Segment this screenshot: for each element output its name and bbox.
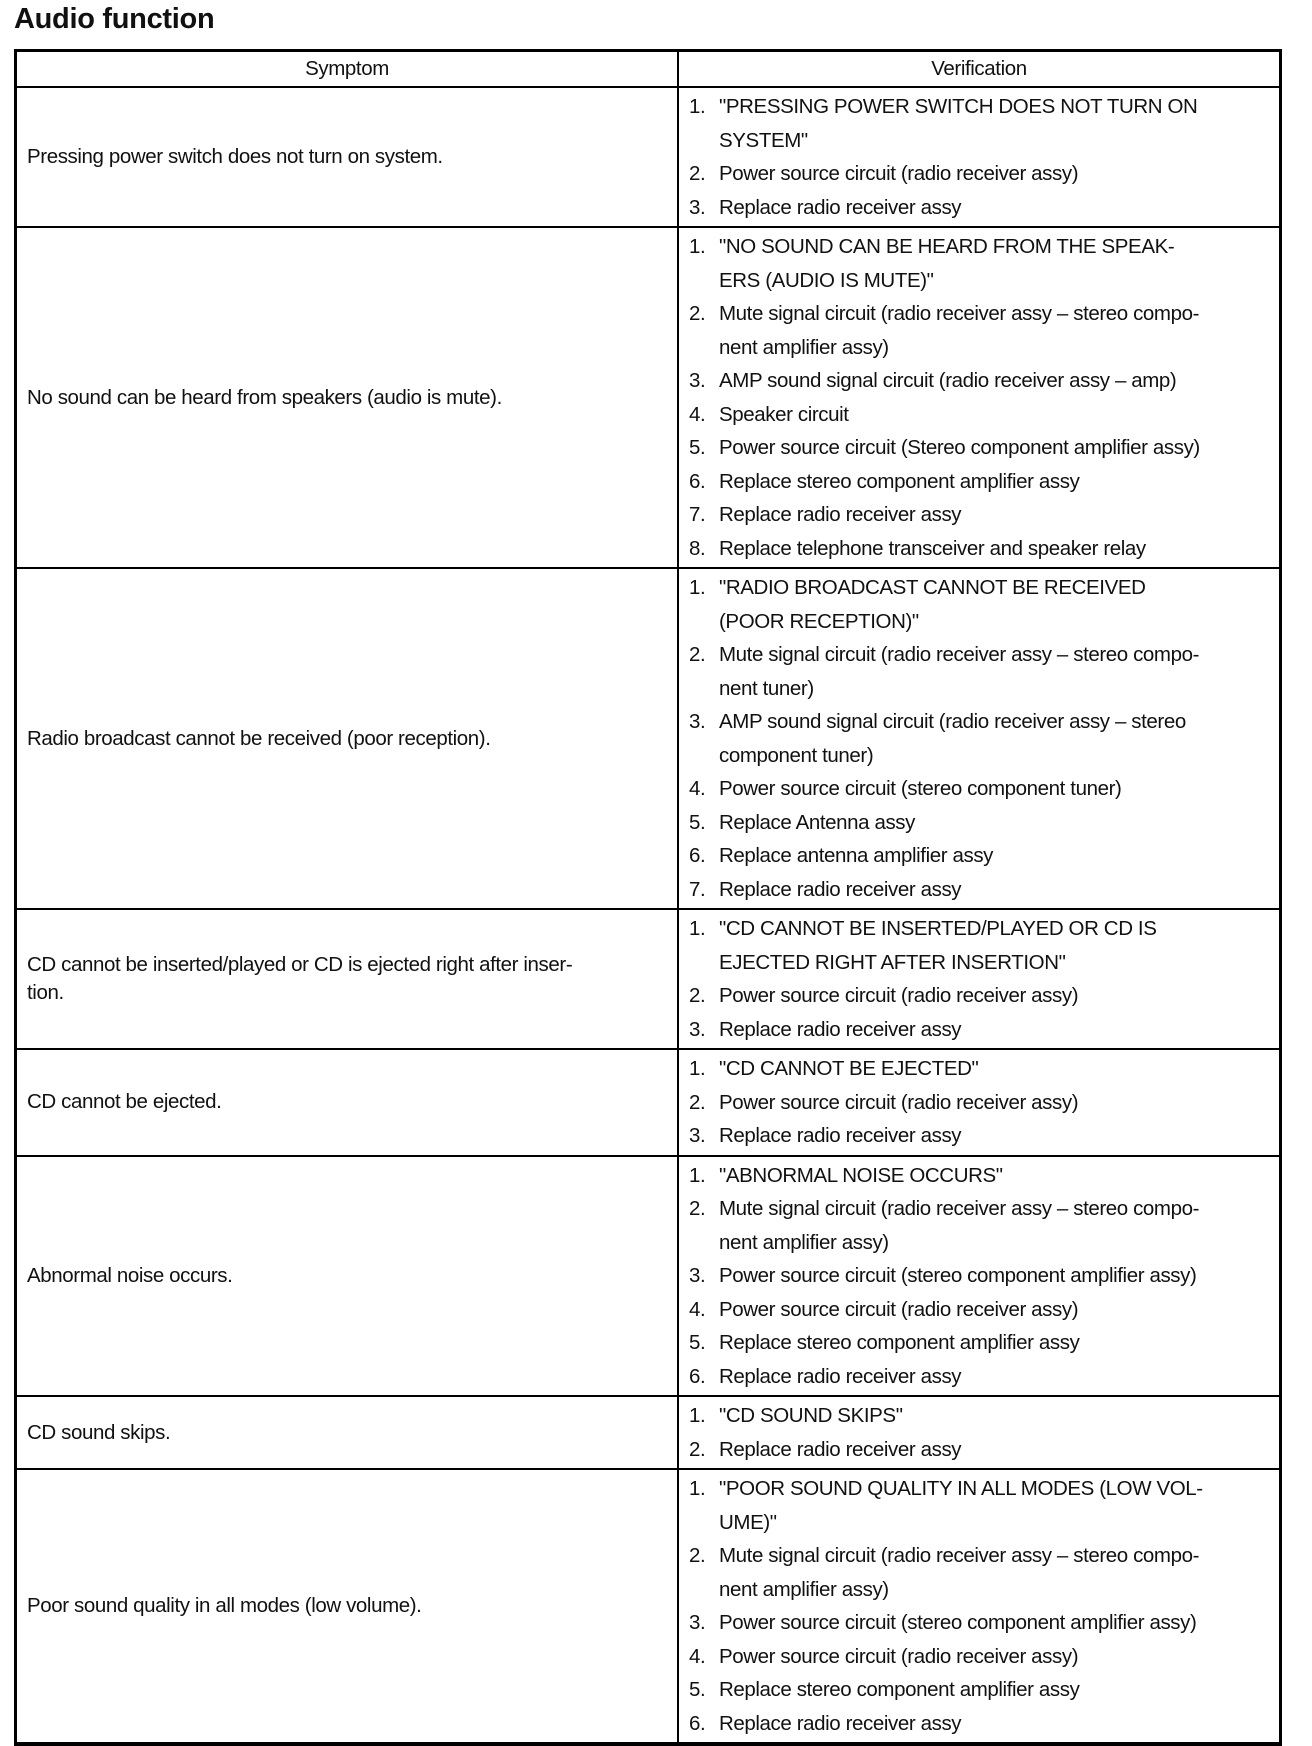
item-text: Replace radio receiver assy	[719, 1364, 962, 1388]
verification-item	[689, 1119, 1273, 1153]
verification-item	[689, 705, 1273, 772]
table-header-row	[16, 51, 1281, 88]
item-text: Speaker circuit	[719, 402, 849, 426]
item-text: Mute signal circuit (radio receiver assy – stereo compo-	[719, 1544, 1200, 1567]
symptom-cell	[16, 227, 679, 568]
item-number: 1.	[689, 1404, 706, 1427]
item-text: Mute signal circuit (radio receiver assy – stereo compo-	[719, 302, 1200, 325]
item-text: Replace telephone transceiver and speaker relay	[719, 536, 1146, 560]
item-text: nent tuner)	[719, 676, 814, 700]
verification-cell	[678, 1396, 1281, 1469]
symptom-cell	[16, 909, 679, 1049]
item-text: Replace stereo component amplifier assy	[719, 469, 1080, 493]
item-text: nent amplifier assy)	[719, 1230, 889, 1254]
item-text: nent amplifier assy)	[719, 335, 889, 359]
item-number: 1.	[689, 1057, 706, 1080]
verification-cell	[678, 1469, 1281, 1744]
item-number: 1.	[689, 917, 706, 940]
item-number: 6.	[689, 1711, 706, 1735]
item-text: Replace radio receiver assy	[719, 1437, 962, 1461]
item-text: component tuner)	[719, 743, 874, 767]
verification-item	[689, 297, 1273, 364]
item-text: nent amplifier assy)	[719, 1577, 889, 1601]
item-text: Replace stereo component amplifier assy	[719, 1678, 1080, 1701]
item-text: Replace Antenna assy	[719, 810, 915, 834]
verification-item	[689, 1472, 1273, 1539]
verification-item	[689, 873, 1273, 907]
verification-item	[689, 1259, 1273, 1293]
item-text: "RADIO BROADCAST CANNOT BE RECEIVED	[719, 576, 1146, 599]
item-text: Replace radio receiver assy	[719, 1124, 962, 1147]
item-number: 3.	[689, 710, 706, 733]
verification-item	[689, 1707, 1273, 1741]
item-number: 4.	[689, 402, 706, 426]
symptom-text: CD cannot be inserted/played or CD is ejected right after inser-	[27, 953, 573, 976]
item-text: Power source circuit (radio receiver assy)	[719, 1297, 1079, 1321]
verification-item	[689, 1192, 1273, 1259]
verification-cell	[678, 87, 1281, 227]
item-number: 4.	[689, 1297, 706, 1321]
table-row	[16, 1469, 1281, 1744]
item-text: UME)"	[719, 1510, 777, 1534]
item-number: 3.	[689, 1124, 706, 1147]
item-number: 1.	[689, 1163, 706, 1187]
verification-item	[689, 157, 1273, 191]
item-text: Power source circuit (stereo component amplifier assy)	[719, 1264, 1197, 1287]
item-number: 6.	[689, 469, 706, 493]
table-row	[16, 909, 1281, 1049]
symptom-cell	[16, 1469, 679, 1744]
item-number: 5.	[689, 436, 706, 459]
verification-item	[689, 912, 1273, 979]
table-row	[16, 227, 1281, 568]
verification-item	[689, 1159, 1273, 1193]
item-text: Power source circuit (radio receiver assy)	[719, 1644, 1079, 1668]
item-number: 8.	[689, 536, 706, 560]
item-number: 6.	[689, 844, 706, 867]
item-text: Power source circuit (radio receiver assy)	[719, 1090, 1079, 1114]
symptom-cell	[16, 1156, 679, 1397]
item-text: Power source circuit (radio receiver assy)	[719, 162, 1079, 185]
verification-cell	[678, 909, 1281, 1049]
verification-item	[689, 571, 1273, 638]
symptom-cell	[16, 87, 679, 227]
item-text: "CD CANNOT BE EJECTED"	[719, 1057, 979, 1080]
symptom-text: Radio broadcast cannot be received (poor reception).	[27, 726, 491, 750]
item-number: 3.	[689, 1611, 706, 1634]
item-text: Power source circuit (stereo component tuner)	[719, 777, 1122, 800]
verification-item	[689, 364, 1273, 398]
item-text: Mute signal circuit (radio receiver assy – stereo compo-	[719, 643, 1200, 666]
section-title: Audio function	[14, 3, 215, 35]
verification-cell	[678, 568, 1281, 909]
header-symptom: Symptom	[16, 51, 679, 88]
verification-item	[689, 498, 1273, 532]
verification-item	[689, 1399, 1273, 1433]
table-row	[16, 568, 1281, 909]
verification-item	[689, 465, 1273, 499]
symptom-text: CD cannot be ejected.	[27, 1090, 222, 1114]
item-text: "POOR SOUND QUALITY IN ALL MODES (LOW VOL-	[719, 1477, 1203, 1500]
item-number: 1.	[689, 1477, 706, 1500]
symptom-cell	[16, 1396, 679, 1469]
verification-item	[689, 532, 1273, 566]
verification-item	[689, 1640, 1273, 1674]
item-number: 6.	[689, 1364, 706, 1388]
audio-function-table	[14, 49, 1282, 1746]
table-row	[16, 1156, 1281, 1397]
verification-item	[689, 431, 1273, 465]
item-number: 5.	[689, 1331, 706, 1354]
symptom-text: No sound can be heard from speakers (audio is mute).	[27, 385, 502, 409]
verification-cell	[678, 1049, 1281, 1156]
item-number: 3.	[689, 1017, 706, 1041]
item-text: "PRESSING POWER SWITCH DOES NOT TURN ON	[719, 95, 1198, 118]
item-text: Replace radio receiver assy	[719, 503, 962, 526]
verification-item	[689, 1539, 1273, 1606]
item-text: "ABNORMAL NOISE OCCURS"	[719, 1163, 1003, 1187]
symptom-cell	[16, 568, 679, 909]
verification-cell	[678, 227, 1281, 568]
verification-item	[689, 1673, 1273, 1707]
item-number: 4.	[689, 1644, 706, 1668]
item-text: Mute signal circuit (radio receiver assy – stereo compo-	[719, 1197, 1200, 1220]
item-text: (POOR RECEPTION)"	[719, 609, 919, 633]
verification-cell	[678, 1156, 1281, 1397]
item-number: 1.	[689, 235, 706, 258]
item-text: Replace antenna amplifier assy	[719, 844, 994, 867]
item-number: 5.	[689, 1678, 706, 1701]
verification-item	[689, 638, 1273, 705]
table-row	[16, 1396, 1281, 1469]
verification-item	[689, 1433, 1273, 1467]
symptom-text: Pressing power switch does not turn on system.	[27, 145, 443, 168]
table-row	[16, 1049, 1281, 1156]
item-number: 4.	[689, 777, 706, 800]
header-verification: Verification	[678, 51, 1281, 88]
item-number: 7.	[689, 877, 706, 901]
item-number: 1.	[689, 576, 706, 599]
item-text: Power source circuit (stereo component amplifier assy)	[719, 1611, 1197, 1634]
verification-item	[689, 90, 1273, 157]
verification-item	[689, 230, 1273, 297]
item-text: Replace radio receiver assy	[719, 1017, 962, 1041]
verification-item	[689, 191, 1273, 225]
item-text: "CD SOUND SKIPS"	[719, 1404, 903, 1427]
item-number: 3.	[689, 369, 706, 392]
verification-item	[689, 1360, 1273, 1394]
item-number: 2.	[689, 984, 706, 1007]
verification-item	[689, 1326, 1273, 1360]
item-number: 3.	[689, 1264, 706, 1287]
item-text: "CD CANNOT BE INSERTED/PLAYED OR CD IS	[719, 917, 1157, 940]
item-text: Replace radio receiver assy	[719, 195, 962, 219]
symptom-text: tion.	[27, 981, 64, 1004]
symptom-text: Poor sound quality in all modes (low volume).	[27, 1594, 422, 1617]
verification-item	[689, 1052, 1273, 1086]
item-number: 2.	[689, 643, 706, 666]
item-text: SYSTEM"	[719, 128, 808, 152]
table-row	[16, 87, 1281, 227]
item-text: Replace radio receiver assy	[719, 877, 962, 901]
item-number: 7.	[689, 503, 706, 526]
item-text: Power source circuit (radio receiver assy)	[719, 984, 1079, 1007]
item-number: 3.	[689, 195, 706, 219]
item-number: 2.	[689, 1544, 706, 1567]
verification-item	[689, 398, 1273, 432]
verification-item	[689, 806, 1273, 840]
item-text: AMP sound signal circuit (radio receiver assy – amp)	[719, 369, 1177, 392]
item-number: 1.	[689, 95, 706, 118]
item-number: 2.	[689, 1090, 706, 1114]
item-number: 5.	[689, 810, 706, 834]
item-text: ERS (AUDIO IS MUTE)"	[719, 268, 934, 292]
verification-item	[689, 1293, 1273, 1327]
item-text: Replace radio receiver assy	[719, 1711, 962, 1735]
symptom-cell	[16, 1049, 679, 1156]
verification-item	[689, 1606, 1273, 1640]
item-number: 2.	[689, 162, 706, 185]
verification-item	[689, 1013, 1273, 1047]
item-text: "NO SOUND CAN BE HEARD FROM THE SPEAK-	[719, 235, 1175, 258]
verification-item	[689, 772, 1273, 806]
item-number: 2.	[689, 1197, 706, 1220]
verification-item	[689, 979, 1273, 1013]
item-text: AMP sound signal circuit (radio receiver assy – stereo	[719, 710, 1186, 733]
item-number: 2.	[689, 302, 706, 325]
verification-item	[689, 1086, 1273, 1120]
symptom-text: Abnormal noise occurs.	[27, 1263, 233, 1287]
item-number: 2.	[689, 1437, 706, 1461]
item-text: Power source circuit (Stereo component amplifier assy)	[719, 436, 1200, 459]
item-text: EJECTED RIGHT AFTER INSERTION"	[719, 950, 1066, 974]
symptom-text: CD sound skips.	[27, 1420, 171, 1444]
verification-item	[689, 839, 1273, 873]
item-text: Replace stereo component amplifier assy	[719, 1331, 1080, 1354]
